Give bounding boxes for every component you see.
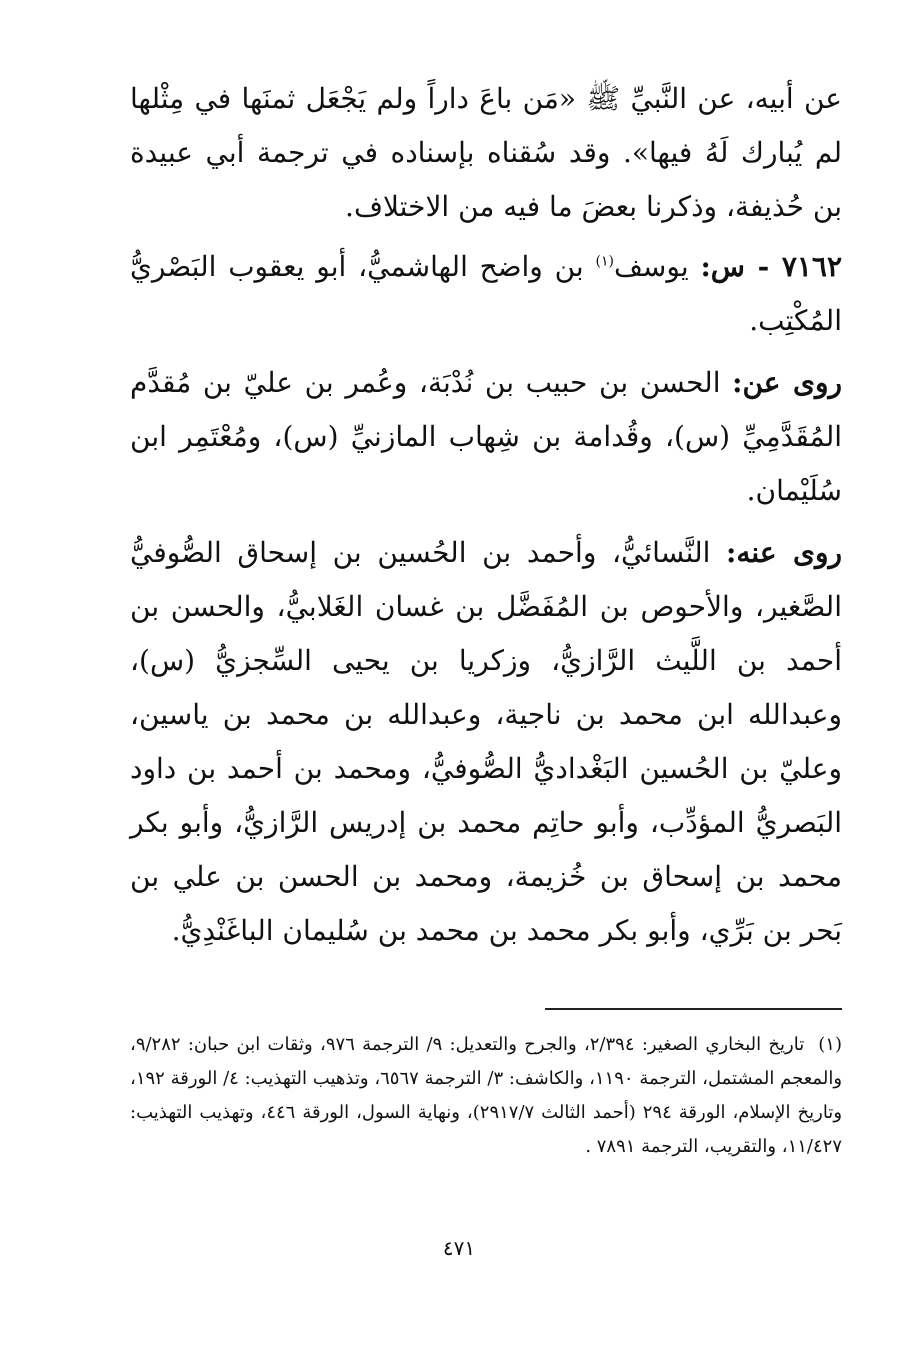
entry-number: ٧١٦٢ - س: — [700, 250, 842, 283]
footnote-number: (١) — [818, 1034, 842, 1055]
narrated-by-text: النَّسائيُّ، وأحمد بن الحُسين بن إسحاق الصُّوفيُّ الصَّغير، والأحوص بن المُفَضَّل بن غسان الغَلابيُّ، والحسن بن أحمد بن اللَّيث الرَّازيُّ، وزكريا بن يحيى السِّجزيُّ (س)، وعبدالله ابن محمد بن ناجية، وعبدالله بن محمد بن ياسين، وعليّ بن الحُسين البَغْداديُّ الصُّوفيُّ، ومحمد بن أحمد بن داود البَصريُّ المؤدِّب، وأبو حاتِم محمد بن إدريس الرَّازيُّ، وأبو بكر محمد بن إسحاق بن خُزيمة، ومحمد بن الحسن بن علي بن بَحر بن بَرِّي، وأبو بكر محمد بن محمد بن سُليمان الباغَنْدِيُّ. — [130, 536, 842, 947]
entry-name-b: بن واضح الهاشميُّ، أبو يعقوب البَصْريُّ المُكْتِب. — [130, 250, 842, 337]
footnote-marker: (١) — [595, 253, 614, 270]
paragraph-narrated-from — [130, 356, 842, 518]
narrated-by-label: روى عنه: — [726, 536, 842, 569]
page-number: ٤٧١ — [442, 1236, 476, 1260]
paragraph-entry-heading — [130, 240, 842, 348]
footnote — [130, 1028, 842, 1164]
footnote-divider — [545, 1008, 842, 1010]
narrated-from-text: الحسن بن حبيب بن نُدْبَة، وعُمر بن عليّ بن مُقدَّم المُقَدَّمِيِّ (س)، وقُدامة بن شِهاب المازنيِّ (س)، ومُعْتَمِر ابن سُلَيْمان. — [130, 366, 842, 507]
paragraph-hadith-continuation — [130, 72, 842, 234]
paragraph-text: عن أبيه، عن النَّبيِّ ﷺ «مَن باعَ داراً ولم يَجْعَل ثمنَها في مِثْلها لم يُبارك لَهُ فيها». وقد سُقناه بإسناده في ترجمة أبي عبيدة بن حُذيفة، وذكرنا بعضَ ما فيه من الاختلاف. — [130, 82, 842, 223]
entry-name-a: يوسف — [613, 250, 701, 283]
narrated-from-label: روى عن: — [732, 366, 842, 399]
footnote-text: تاريخ البخاري الصغير: ٢/٣٩٤، والجرح والتعديل: ٩/ الترجمة ٩٧٦، وثقات ابن حبان: ٩/٢٨٢، والمعجم المشتمل، الترجمة ١١٩٠، والكاشف: ٣/ الترجمة ٦٥٦٧، وتذهيب التهذيب: ٤/ الورقة ١٩٢، وتاريخ الإسلام، الورقة ٢٩٤ (أحمد الثالث ٢٩١٧/٧)، ونهاية السول، الورقة ٤٤٦، وتهذيب التهذيب: ١١/٤٢٧، والتقريب، الترجمة ٧٨٩١ . — [130, 1034, 843, 1157]
paragraph-narrated-by — [130, 526, 842, 958]
